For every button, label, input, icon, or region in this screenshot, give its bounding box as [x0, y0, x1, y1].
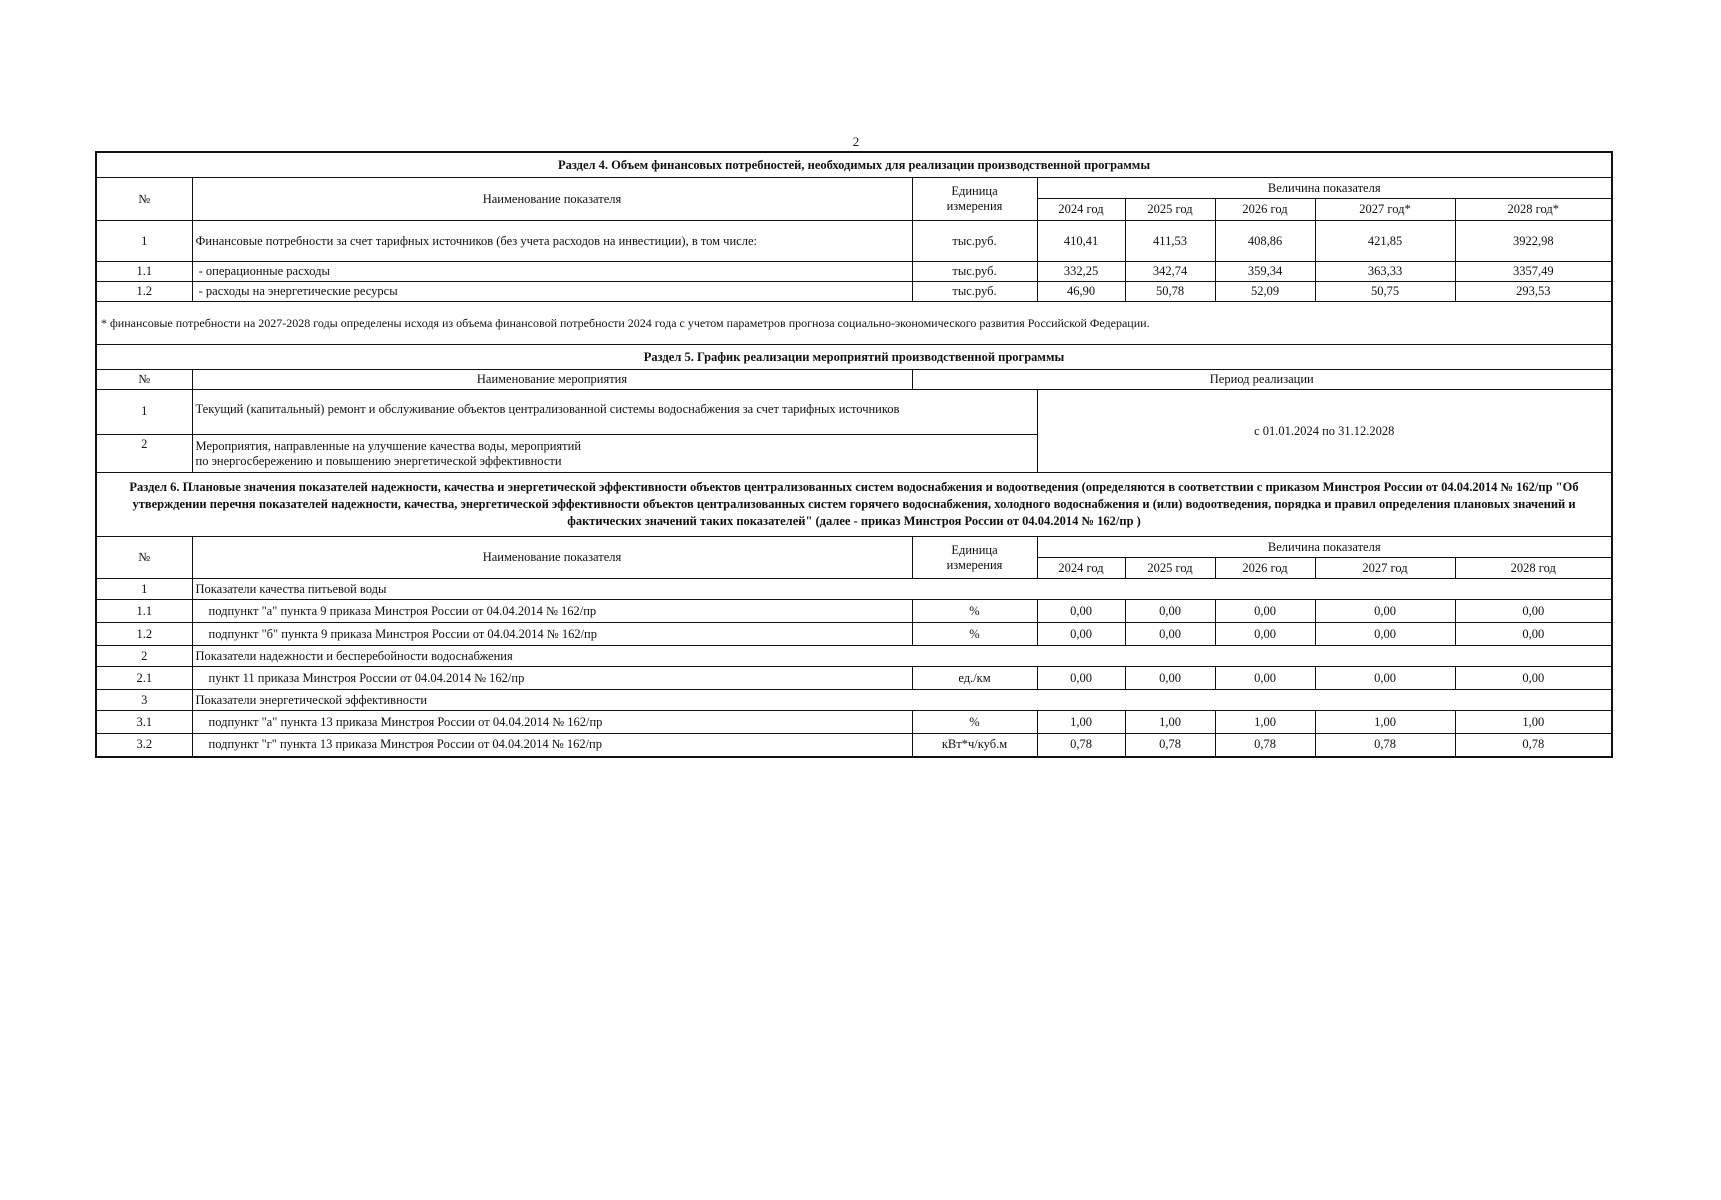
row-value: 0,00 [1125, 600, 1215, 623]
row-value: 0,00 [1125, 623, 1215, 646]
row-value: 0,00 [1215, 600, 1315, 623]
row-num: 2.1 [96, 667, 192, 690]
s5-header-period: Период реализации [912, 370, 1612, 390]
s6-header-name: Наименование показателя [192, 537, 912, 579]
row-value: 410,41 [1037, 221, 1125, 262]
section5-title: Раздел 5. График реализации мероприятий производственной программы [96, 345, 1612, 370]
s4-year-2024: 2024 год [1037, 199, 1125, 221]
row-unit: кВт*ч/куб.м [912, 734, 1037, 757]
row-unit: тыс.руб. [912, 221, 1037, 262]
row-num: 1.1 [96, 262, 192, 282]
row-name: пункт 11 приказа Минстроя России от 04.04.2014 № 162/пр [192, 667, 912, 690]
document-body [95, 151, 1611, 758]
row-value: 3357,49 [1455, 262, 1612, 282]
row-num: 3.1 [96, 711, 192, 734]
s6-year-2025: 2025 год [1125, 558, 1215, 579]
row-unit: % [912, 600, 1037, 623]
row-num: 1.1 [96, 600, 192, 623]
row-value: 0,00 [1315, 623, 1455, 646]
row-name: Текущий (капитальный) ремонт и обслуживание объектов централизованной системы водоснабжения за счет тарифных источников [192, 390, 1037, 435]
row-num: 1.2 [96, 282, 192, 302]
row-name: подпункт "а" пункта 9 приказа Минстроя России от 04.04.2014 № 162/пр [192, 600, 912, 623]
row-value: 1,00 [1455, 711, 1612, 734]
row-unit: тыс.руб. [912, 262, 1037, 282]
table-row [96, 711, 1612, 734]
row-value: 0,00 [1315, 600, 1455, 623]
group-name: Показатели качества питьевой воды [192, 579, 1612, 600]
row-value: 342,74 [1125, 262, 1215, 282]
row-value: 0,78 [1455, 734, 1612, 757]
s6-year-2027: 2027 год [1315, 558, 1455, 579]
row-value: 0,00 [1037, 623, 1125, 646]
s6-year-2026: 2026 год [1215, 558, 1315, 579]
table-row [96, 262, 1612, 282]
row-value: 0,00 [1215, 623, 1315, 646]
row-value: 332,25 [1037, 262, 1125, 282]
row-value: 408,86 [1215, 221, 1315, 262]
s4-header-num: № [96, 178, 192, 221]
table-row [96, 282, 1612, 302]
row-value: 359,34 [1215, 262, 1315, 282]
s6-header-unit: Единица измерения [912, 537, 1037, 579]
s6-year-2028: 2028 год [1455, 558, 1612, 579]
row-value: 3922,98 [1455, 221, 1612, 262]
row-value: 0,78 [1315, 734, 1455, 757]
s4-header-name: Наименование показателя [192, 178, 912, 221]
row-value: 1,00 [1215, 711, 1315, 734]
table-row [96, 579, 1612, 600]
row-name: Финансовые потребности за счет тарифных источников (без учета расходов на инвестиции), в том числе: [192, 221, 912, 262]
row-value: 363,33 [1315, 262, 1455, 282]
table-row [96, 734, 1612, 757]
group-name: Показатели надежности и бесперебойности водоснабжения [192, 646, 1612, 667]
page-number: 2 [852, 134, 860, 149]
row-value: 0,00 [1037, 667, 1125, 690]
s4-year-2028: 2028 год* [1455, 199, 1612, 221]
group-num: 3 [96, 690, 192, 711]
implementation-period: с 01.01.2024 по 31.12.2028 [1037, 390, 1612, 473]
section4-title: Раздел 4. Объем финансовых потребностей, необходимых для реализации производственной программы [96, 152, 1612, 178]
row-name: подпункт "г" пункта 13 приказа Минстроя России от 04.04.2014 № 162/пр [192, 734, 912, 757]
row-value: 0,00 [1455, 623, 1612, 646]
group-name: Показатели энергетической эффективности [192, 690, 1612, 711]
main-table [95, 151, 1613, 758]
row-value: 1,00 [1125, 711, 1215, 734]
table-row [96, 600, 1612, 623]
row-name: Мероприятия, направленные на улучшение качества воды, мероприятий по энергосбережению и повышению энергетической эффективности [192, 435, 1037, 473]
row-unit: % [912, 623, 1037, 646]
table-row [96, 646, 1612, 667]
row-value: 1,00 [1315, 711, 1455, 734]
row-name: подпункт "а" пункта 13 приказа Минстроя России от 04.04.2014 № 162/пр [192, 711, 912, 734]
row-value: 0,78 [1037, 734, 1125, 757]
row-value: 0,78 [1215, 734, 1315, 757]
row-unit: тыс.руб. [912, 282, 1037, 302]
row-num: 1 [96, 390, 192, 435]
row-unit: ед./км [912, 667, 1037, 690]
s6-header-value: Величина показателя [1037, 537, 1612, 558]
group-num: 1 [96, 579, 192, 600]
table-row [96, 390, 1612, 435]
row-value: 1,00 [1037, 711, 1125, 734]
row-value: 50,75 [1315, 282, 1455, 302]
section4-footnote: * финансовые потребности на 2027-2028 годы определены исходя из объема финансовой потребности 2024 года с учетом параметров прогноза социально-экономического развития Российской Федерации. [96, 302, 1612, 345]
table-row [96, 690, 1612, 711]
s4-year-2027: 2027 год* [1315, 199, 1455, 221]
row-name: - расходы на энергетические ресурсы [192, 282, 912, 302]
s6-year-2024: 2024 год [1037, 558, 1125, 579]
row-value: 421,85 [1315, 221, 1455, 262]
row-value: 0,00 [1215, 667, 1315, 690]
row-value: 0,00 [1455, 667, 1612, 690]
row-num: 1 [96, 221, 192, 262]
row-value: 50,78 [1125, 282, 1215, 302]
group-num: 2 [96, 646, 192, 667]
table-row [96, 667, 1612, 690]
row-value: 411,53 [1125, 221, 1215, 262]
row-num: 1.2 [96, 623, 192, 646]
row-value: 0,00 [1455, 600, 1612, 623]
row-unit: % [912, 711, 1037, 734]
row-value: 0,00 [1125, 667, 1215, 690]
s5-header-name: Наименование мероприятия [192, 370, 912, 390]
row-name: подпункт "б" пункта 9 приказа Минстроя России от 04.04.2014 № 162/пр [192, 623, 912, 646]
row-value: 0,00 [1037, 600, 1125, 623]
s4-year-2026: 2026 год [1215, 199, 1315, 221]
row-num: 2 [96, 435, 192, 473]
s4-header-value: Величина показателя [1037, 178, 1612, 199]
row-num: 3.2 [96, 734, 192, 757]
table-row [96, 221, 1612, 262]
s6-header-num: № [96, 537, 192, 579]
s5-header-num: № [96, 370, 192, 390]
s4-year-2025: 2025 год [1125, 199, 1215, 221]
s4-header-unit: Единица измерения [912, 178, 1037, 221]
section6-title: Раздел 6. Плановые значения показателей надежности, качества и энергетической эффективности объектов централизованных систем водоснабжения и водоотведения (определяются в соответствии с приказом Минстроя России от 04.04.2014 № 162/пр "Об утверждении перечня показателей надежности, качества, энергетической эффективности объектов централизованных систем горячего водоснабжения, холодного водоснабжения и (или) водоотведения, порядка и правил определения плановых значений и фактических значений таких показателей" (далее - приказ Минстроя России от 04.04.2014 № 162/пр ) [96, 473, 1612, 537]
table-row [96, 623, 1612, 646]
row-value: 293,53 [1455, 282, 1612, 302]
row-value: 46,90 [1037, 282, 1125, 302]
row-name: - операционные расходы [192, 262, 912, 282]
row-value: 0,00 [1315, 667, 1455, 690]
row-value: 0,78 [1125, 734, 1215, 757]
row-value: 52,09 [1215, 282, 1315, 302]
